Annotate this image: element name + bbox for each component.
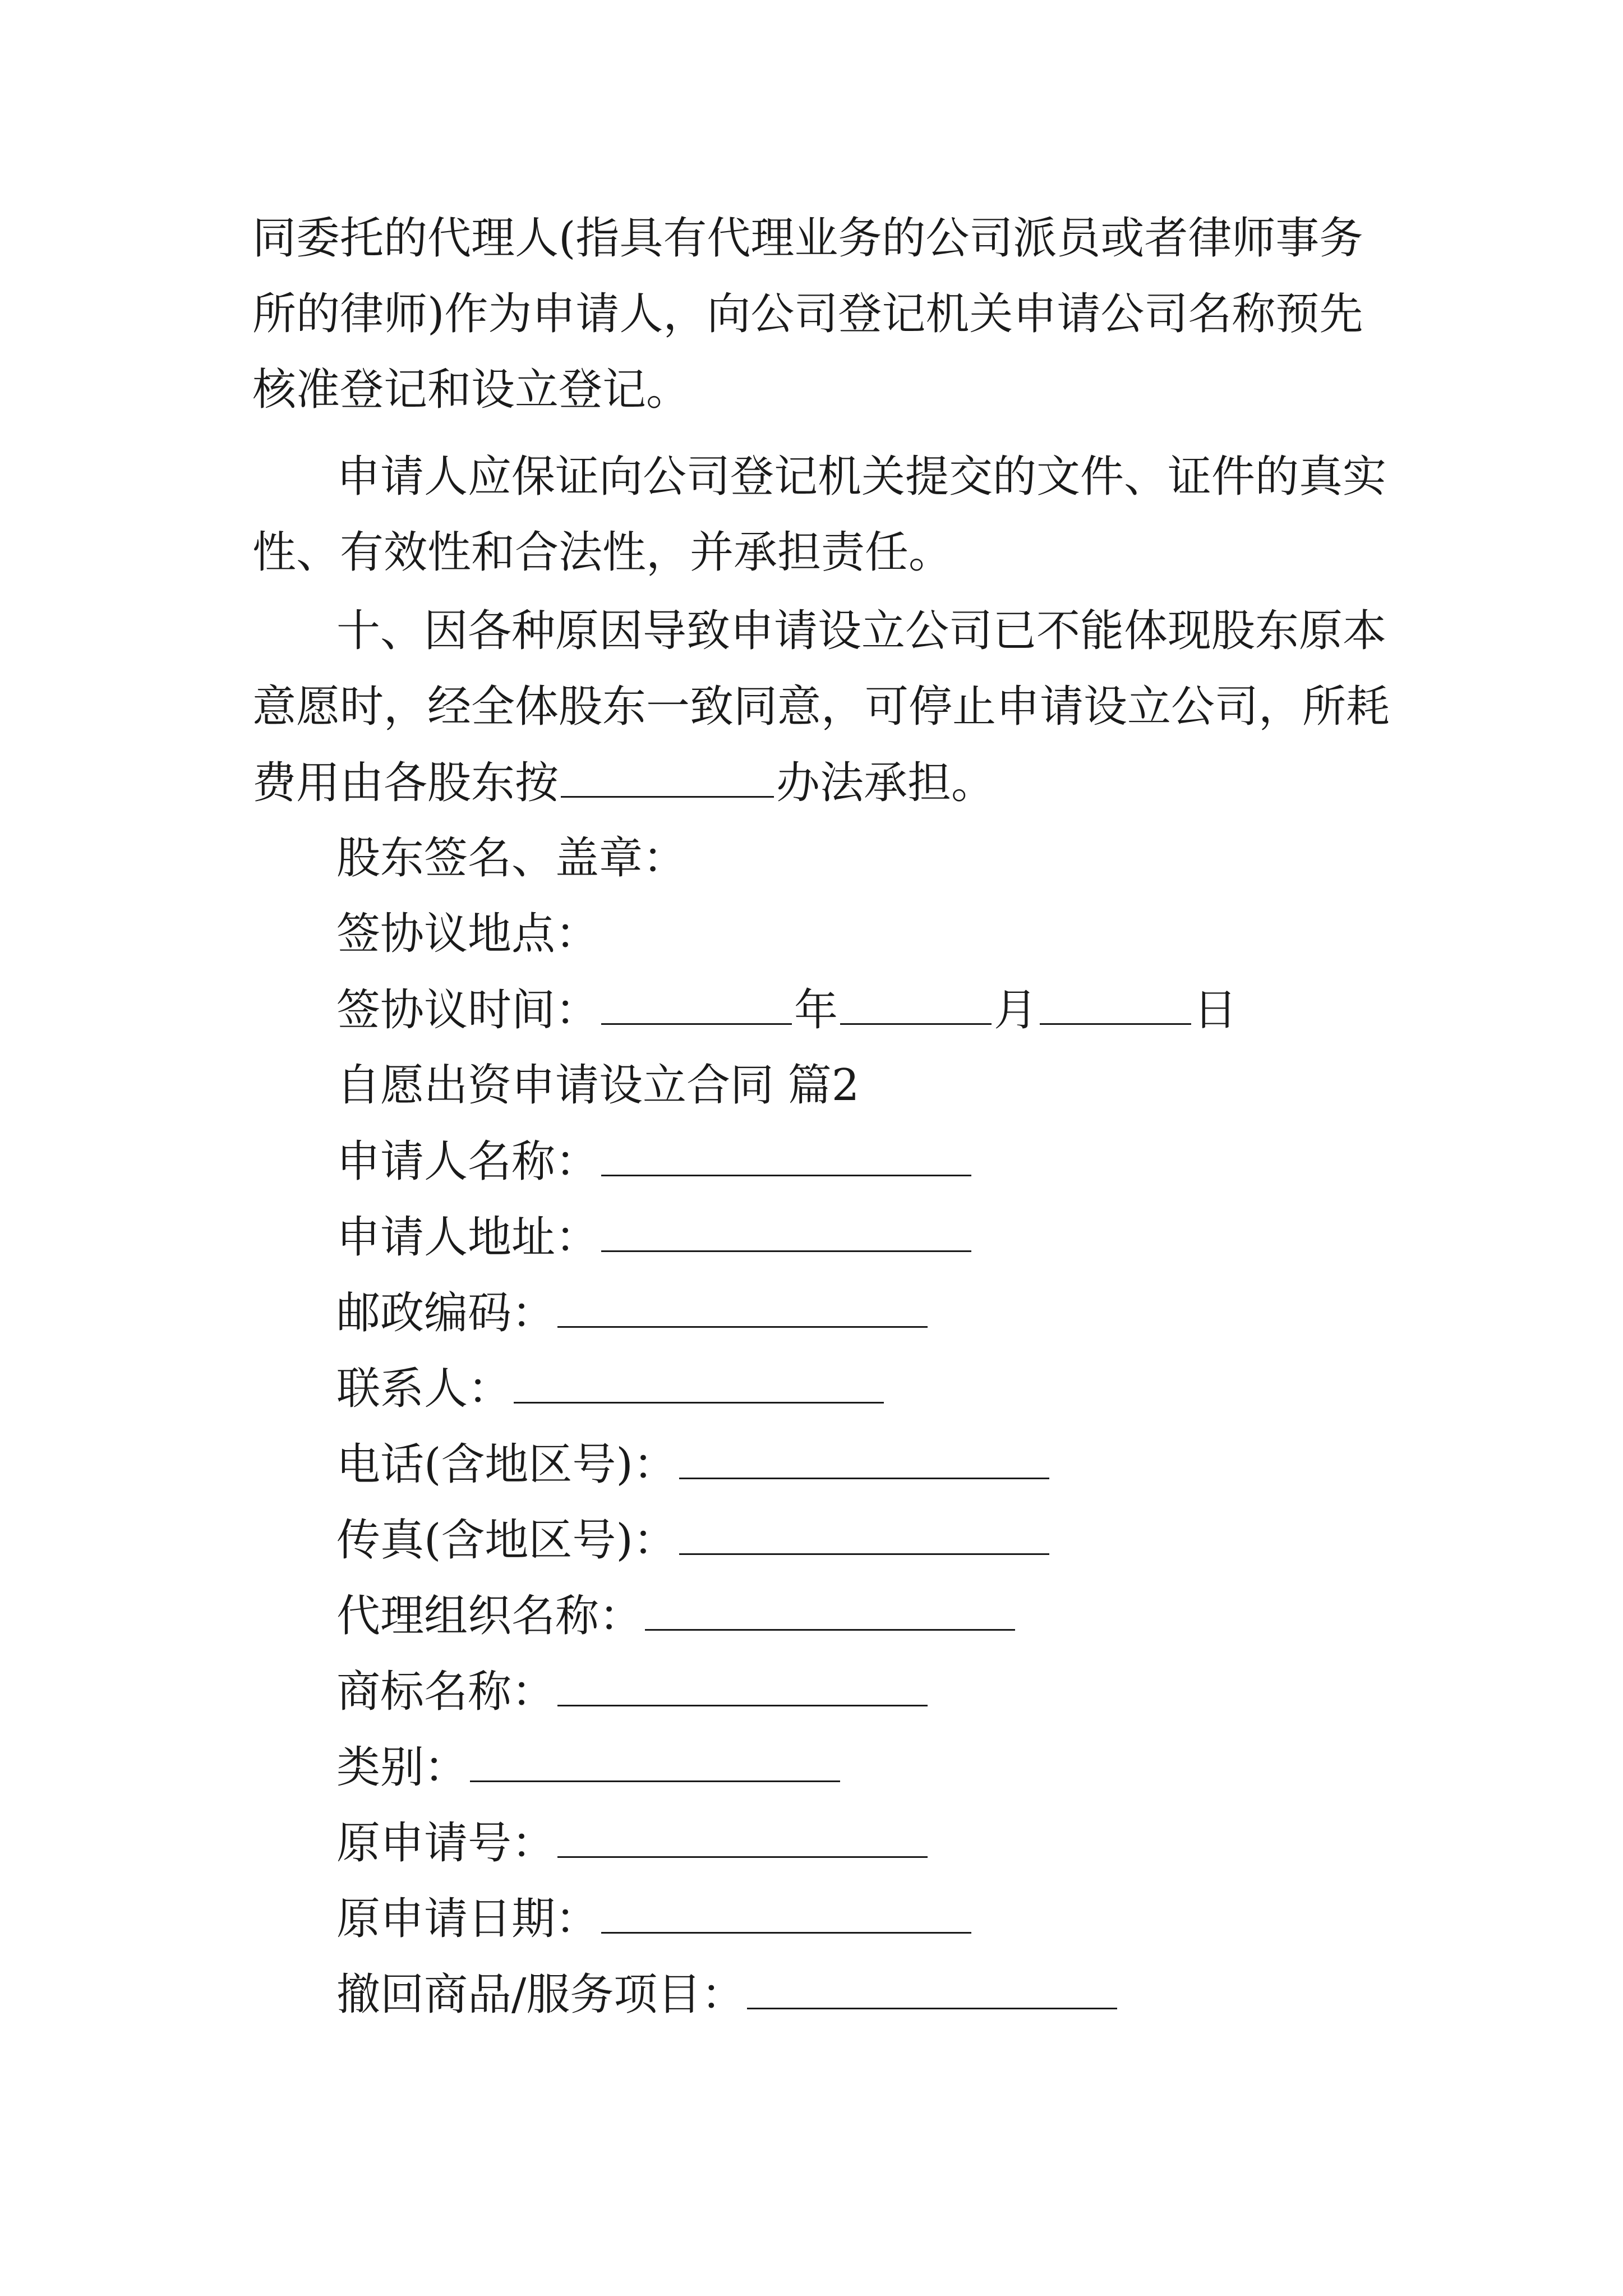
form-field bbox=[336, 1966, 1486, 2023]
form-field bbox=[336, 1890, 1486, 1947]
form-field-blank[interactable] bbox=[601, 1890, 971, 1934]
paragraph-line bbox=[252, 754, 1402, 811]
section-title: 自愿出资申请设立合同 篇2 bbox=[336, 1060, 860, 1111]
day-blank[interactable] bbox=[1040, 982, 1191, 1025]
form-field bbox=[336, 1209, 1486, 1266]
form-field-label: 申请人地址： bbox=[336, 1212, 600, 1263]
form-field-blank[interactable] bbox=[557, 1815, 928, 1858]
day-label: 日 bbox=[1193, 985, 1238, 1036]
form-field-blank[interactable] bbox=[679, 1436, 1049, 1479]
sign-time-label: 签协议时间： bbox=[336, 985, 600, 1036]
form-field-label: 原申请日期： bbox=[336, 1894, 600, 1944]
form-field-blank[interactable] bbox=[645, 1588, 1015, 1631]
form-field-label: 传真(含地区号)： bbox=[336, 1515, 677, 1566]
form-field-blank[interactable] bbox=[601, 1133, 971, 1176]
sign-time-line bbox=[336, 982, 1486, 1038]
form-field-blank[interactable] bbox=[679, 1512, 1049, 1555]
form-field bbox=[336, 1815, 1486, 1871]
text-before-blank: 费用由各股东按 bbox=[252, 758, 559, 808]
form-field-blank[interactable] bbox=[557, 1285, 928, 1328]
form-field-label: 原申请号： bbox=[336, 1818, 556, 1869]
form-field-label: 商标名称： bbox=[336, 1667, 556, 1717]
month-blank[interactable] bbox=[840, 982, 992, 1025]
form-field bbox=[336, 1360, 1486, 1417]
form-field-label: 邮政编码： bbox=[336, 1288, 556, 1338]
form-field-label: 联系人： bbox=[336, 1364, 512, 1414]
month-label: 月 bbox=[994, 985, 1038, 1036]
form-field-label: 电话(含地区号)： bbox=[336, 1439, 677, 1490]
paragraph-line: 意愿时，经全体股东一致同意，可停止申请设立公司，所耗 bbox=[252, 682, 1390, 732]
year-blank[interactable] bbox=[601, 982, 792, 1025]
form-field-label: 申请人名称： bbox=[336, 1137, 600, 1187]
fill-in-blank[interactable] bbox=[561, 754, 774, 798]
paragraph-line: 十、因各种原因导致申请设立公司已不能体现股东原本 bbox=[336, 606, 1387, 656]
sign-place-label: 签协议地点： bbox=[336, 909, 600, 959]
paragraph-line: 同委托的代理人(指具有代理业务的公司派员或者律师事务 bbox=[252, 213, 1363, 264]
year-label: 年 bbox=[794, 985, 838, 1036]
form-field bbox=[336, 1436, 1486, 1493]
paragraph-line: 核准登记和设立登记。 bbox=[252, 365, 690, 415]
form-field-blank[interactable] bbox=[557, 1663, 928, 1706]
form-field-blank[interactable] bbox=[514, 1360, 884, 1404]
form-field bbox=[336, 1663, 1486, 1720]
form-field-label: 撤回商品/服务项目： bbox=[336, 1970, 745, 2020]
form-field bbox=[336, 1133, 1486, 1190]
paragraph-line: 性、有效性和合法性，并承担责任。 bbox=[252, 527, 953, 578]
form-field-label: 代理组织名称： bbox=[336, 1591, 643, 1641]
form-field-blank[interactable] bbox=[747, 1966, 1117, 2009]
form-field-blank[interactable] bbox=[470, 1739, 840, 1782]
shareholder-signature-label: 股东签名、盖章： bbox=[336, 833, 687, 884]
paragraph-line: 申请人应保证向公司登记机关提交的文件、证件的真实 bbox=[336, 452, 1387, 502]
text-after-blank: 办法承担。 bbox=[776, 758, 995, 808]
form-field-blank[interactable] bbox=[601, 1209, 971, 1252]
form-field bbox=[336, 1588, 1486, 1644]
form-field bbox=[336, 1285, 1486, 1341]
form-field bbox=[336, 1739, 1486, 1796]
paragraph-line: 所的律师)作为申请人，向公司登记机关申请公司名称预先 bbox=[252, 289, 1363, 339]
form-field-label: 类别： bbox=[336, 1742, 468, 1793]
form-field bbox=[336, 1512, 1486, 1568]
